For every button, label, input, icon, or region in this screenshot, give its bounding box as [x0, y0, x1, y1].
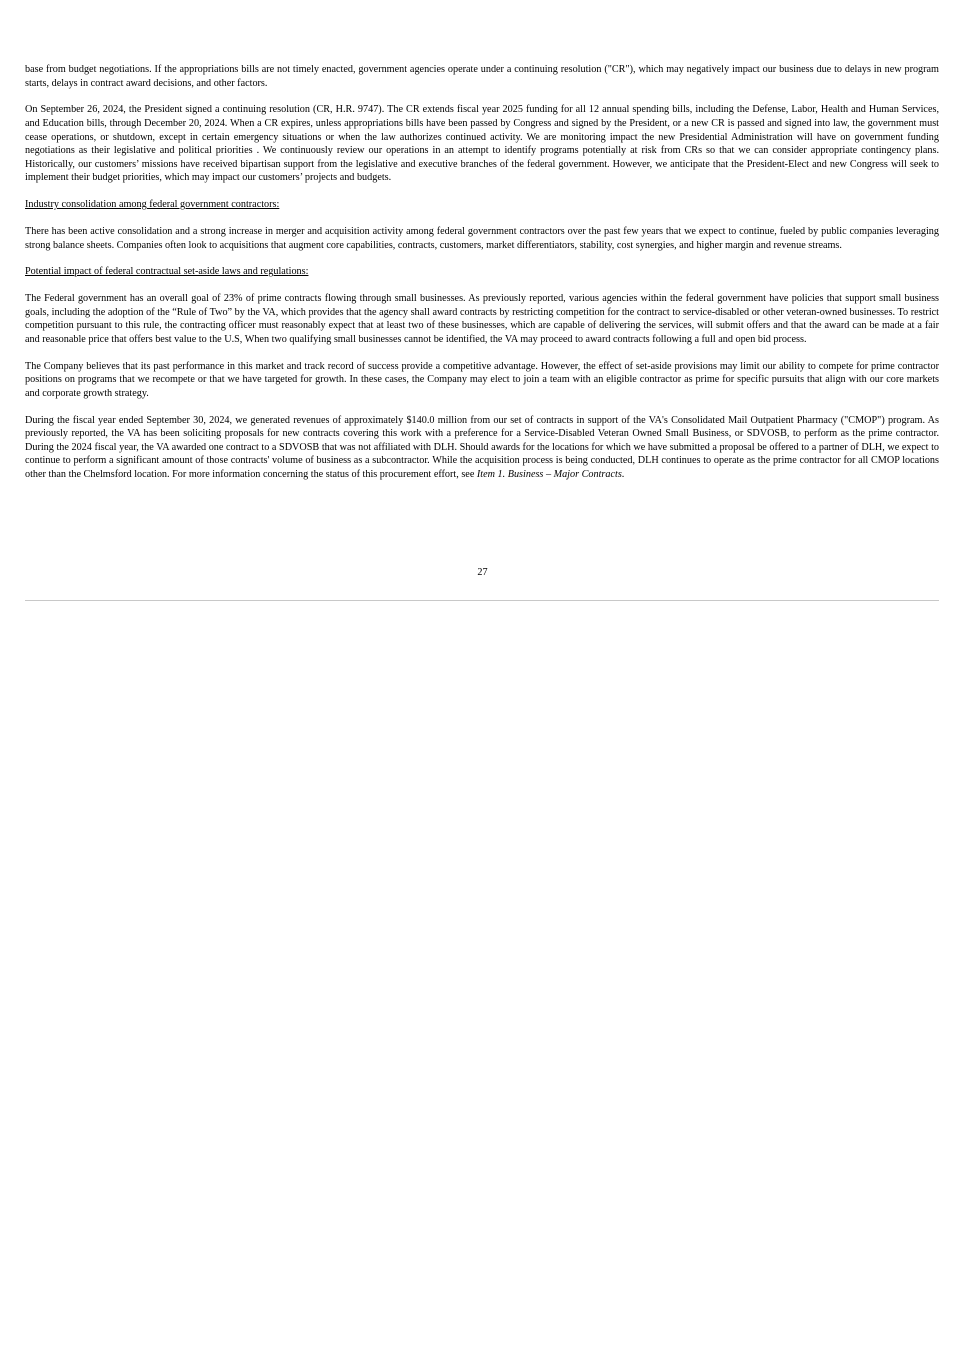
section-heading-industry-consolidation: Industry consolidation among federal government contractors:: [25, 199, 280, 211]
paragraph-continuing-resolution-intro: base from budget negotiations. If the appropriations bills are not timely enacted, government agencies operate under a continuing resolution ("CR"), which may negatively impact our business due to delays in new program starts, delays in contract award decisions, and other factors.: [25, 64, 939, 89]
section-heading-set-aside-laws: Potential impact of federal contractual set-aside laws and regulations:: [25, 266, 309, 278]
item-reference: Item 1. Business – Major Contracts: [476, 468, 622, 480]
page-divider: [25, 600, 939, 601]
paragraph-competitive-advantage: The Company believes that its past performance in this market and track record of success provide a competitive advantage. However, the effect of set-aside provisions may limit our ability to compete for prime contractor positions on programs that we recompete or that we have targeted for growth. In these cases, the Company may elect to join a team with an eligible contractor as prime for specific pursuits that align with our core markets and corporate growth strategy.: [25, 360, 939, 399]
page-number: 27: [477, 567, 488, 578]
cmop-text-end: .: [621, 468, 625, 480]
document-body: [25, 63, 939, 495]
paragraph-small-business-goal: The Federal government has an overall goal of 23% of prime contracts flowing through small businesses. As previously reported, various agencies within the federal government have policies that support small business goals, including the adoption of the “Rule of Two” by the VA, which provides that the agency shall award contracts by restricting competition for the contract to service-disabled or other veteran-owned businesses. To restrict competition pursuant to this rule, the contracting officer must reasonably expect that at least two of these businesses, which are capable of delivering the services, will submit offers and that the award can be made at a fair and reasonable price that offers best value to the U.S, When two qualifying small businesses cannot be identified, the VA may proceed to award contracts following a full and open bid process.: [25, 293, 939, 345]
paragraph-continuing-resolution-2024: On September 26, 2024, the President signed a continuing resolution (CR, H.R. 9747). The CR extends fiscal year 2025 funding for all 12 annual spending bills, including the Defense, Labor, Health and Human Services, and Education bills, through December 20, 2024. When a CR expires, unless appropriations bills have been passed by Congress and signed by the President, or a new CR is passed and signed into law, the government must cease operations, or shutdown, except in certain emergency situations or when the law authorizes continued activity. We are monitoring impact the new Presidential Administration will have on government funding negotiations as their legislative and political priorities . We continuously review our operations in an attempt to identify programs potentially at risk from CRs so that we can consider appropriate contingency plans. Historically, our customers’ missions have received bipartisan support from the legislative and executive branches of the federal government. However, we anticipate that the President-Elect and new Congress will seek to implement their budget priorities, which may impact our customers’ projects and budgets.: [25, 104, 939, 184]
paragraph-industry-consolidation: There has been active consolidation and a strong increase in merger and acquisition activity among federal government contractors over the past few years that we expect to continue, fueled by public companies leveraging strong balance sheets. Companies often look to acquisitions that augment core capabilities, contracts, customers, market differentiators, stability, cost synergies, and higher margin and revenue streams.: [25, 225, 939, 251]
cmop-text: During the fiscal year ended September 30, 2024, we generated revenues of approximately $140.0 million from our set of contracts in support of the VA's Consolidated Mail Outpatient Pharmacy ("CMOP") program. As previously reported, the VA has been soliciting proposals for new contracts covering this work with a preference for a Service-Disabled Veteran Owned Small Business, or SDVOSB, to perform as the prime contractor. During the 2024 fiscal year, the VA awarded one contract to a SDVOSB that was not affiliated with DLH. Should awards for the locations for which we have submitted a proposal be offered to a partner of DLH, we expect to continue to perform a significant amount of those contracts' volume of business as a subcontractor. While the acquisition process is being conducted, DLH continues to operate as the prime contractor for all CMOP locations other than the Chelmsford location. For more information concerning the status of this procurement effort, see: [25, 414, 939, 480]
paragraph-cmop-revenue: [25, 414, 939, 482]
